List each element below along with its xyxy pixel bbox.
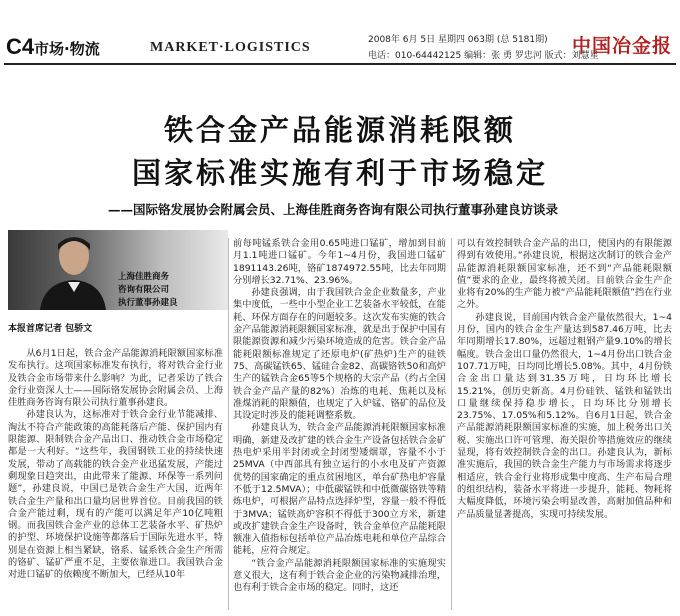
paragraph: 孙建良认为，铁合金产品能源消耗限额国家标准明确，新建及改扩建的铁合金生产设备包括铁合金矿热电炉采用半封闭或全封闭型矮烟罩，容量不小于25MVA（中西部具有独立运行的小水电及矿产资源优势的国家确定的重点贫困地区，单台矿热电炉容量不低于12.5MVA）；中低碳锰铁和中低微碳铬铁等精炼电炉，可根据产品特点选择炉型，容量一般不得低于3MVA；锰铁高炉容积不得低于300立方米，新建或改扩建铁合金生产设备时，铁合金单位产品能耗限额准入值指标包括单位产品冶炼电耗和单位产品综合能耗，应符合规定。 xyxy=(233,422,446,557)
issue-line: 2008年 6月 5日 星期四 063期 (总 5181期) xyxy=(368,35,548,45)
article-column-2 xyxy=(233,238,446,610)
article-column-1 xyxy=(8,348,223,610)
column-divider xyxy=(451,238,452,610)
photo-caption-line: 咨询有限公司 xyxy=(118,285,170,295)
section-title: 市场·物流 xyxy=(34,40,100,58)
staff-line: 电话：010-64442125 编辑：张 勇 罗忠河 版式：刘慧星 xyxy=(368,51,599,61)
header-rule xyxy=(4,63,676,65)
column-divider xyxy=(228,238,229,610)
person-silhouette-icon xyxy=(38,230,108,310)
page-number: C4 xyxy=(6,34,35,59)
byline: 本报首席记者 包骄文 xyxy=(8,324,93,334)
paragraph: “铁合金产品能源消耗限额国家标准的实施现实意义很大，这有利于铁合金企业的污染物减排治理，也有利于铁合金市场的稳定。同时，这还 xyxy=(233,557,446,594)
article-column-3 xyxy=(457,238,672,610)
headline-line-2: 国家标准实施有利于市场稳定 xyxy=(131,156,548,190)
paragraph: 孙建良说，目前国内铁合金产量依然很大，1~4月份，国内的铁合金生产量达到587.46万吨，比去年同期增长17.80%，远超过粗钢产量9.10%的增长幅度。铁合金出口量仍然很大，1~4月份出口铁合金107.71万吨，日均同比增长5.08%。其中，4月份铁合金出口量达到31.35万吨，日均环比增长15.21%，创历史新高。4月份硅铁、锰铁和锰铁出口量继续保持稳步增长，日均环比分别增长23.75%、17.05%和5.12%。自6月1日起，铁合金产品能源消耗限额国家标准的实施，加上税务出口关税、实施出口许可管理、海关限价等措施效应的继续显现，将有效控制铁合金的出口。孙建良认为，新标准实施后，我国的铁合金生产能力与市场需求将逐步相适应，铁合金行业将形成集中度高、生产布局合理的组织结构，装备水平将进一步提升，能耗、物耗将大幅度降低，环境污染会明显改善，高耐加值品种和产品质量显著提高，实现可持续发展。 xyxy=(457,311,672,520)
paragraph: 可以有效控制铁合金产品的出口，使国内的有限能源得到有效使用。”孙建良说，根据这次制订的铁合金产品能源消耗限额国家标准，还不到“产品能耗限额值”要求的企业，最终将被关闭。目前铁合金生产企业将有20%的生产能力被“产品能耗限额值”挡在行业之外。 xyxy=(457,238,672,311)
photo-caption xyxy=(118,271,178,310)
headline-line-1: 铁合金产品能源消耗限额 xyxy=(163,113,516,147)
photo-caption-line: 上海佳胜商务 xyxy=(118,272,170,282)
photo-caption-line: 执行董事孙建良 xyxy=(118,298,178,308)
section-title-en: MARKET·LOGISTICS xyxy=(150,40,311,55)
subheadline: ——国际铬发展协会附属会员、上海佳胜商务咨询有限公司执行董事孙建良访谈录 xyxy=(108,202,559,217)
paragraph: 从6月1日起，铁合金产品能源消耗限额国家标准发布执行。这项国家标准发布执行，将对铁合金行业及铁合金市场带来什么影响？为此，记者采访了铁合金行业资深人士——国际铬发展协会附属会员、上海佳胜商务咨询有限公司执行董事孙建良。 xyxy=(8,348,223,409)
paragraph: 孙建良强调，由于我国铁合金企业数量多，产业集中度低，一些中小型企业工艺装备水平较低，在能耗、环保方面存在的问题较多。这次发布实施的铁合金产品能源消耗限额国家标准，就是出于保护中国有限能源资源和减少污染环境造成的危害。铁合金产品能耗限额标准规定了还原电炉(矿热炉)生产的硅铁75、高碳锰铁65、锰硅合金82、高碳铬铁50和高炉生产的锰铁合金65等5个规格的大宗产品（约占全国铁合金产品产量的82%）冶炼的电耗、焦耗以及标准煤消耗的限额值，也规定了入炉锰、铬矿的品位及其设定时涉及的能耗调整系数。 xyxy=(233,287,446,422)
newspaper-masthead: 中国冶金报 xyxy=(572,35,673,57)
paragraph: 前每吨锰系铁合金用0.65吨进口锰矿，增加到目前月1.1吨进口锰矿。今年1~4月份，我国进口锰矿1891143.26吨，铬矿1874972.55吨，比去年同期分别增长32.71%、23.96%。 xyxy=(233,238,446,286)
paragraph: 孙建良认为，这标准对于铁合金行业节能减排、淘汰不符合产能政策的高能耗落后产能、保护国内有限能源、限制铁合金产品出口、推动铁合金市场稳定都是一大利好。“这些年，我国钢铁工业的持续快速发展，带动了高载能的铁合金产业迅猛发展，产能过剩现象日趋突出，由此带来了能源、环保等一系列问题”，孙建良说，中国已是铁合金生产大国，近两年铁合金生产量和出口量均居世界首位。目前我国的铁合金产能过剩，现有的产能可以满足年产10亿吨粗钢。而我国铁合金产业的总体工艺装备水平、矿热炉的护型、环境保护设施等都落后于国际先进水平，特别是在资源上相当紧缺，铬系、锰系铁合金生产所需的铬矿、锰矿严重不足，主要依靠进口。我国铁合金对进口锰矿的依赖度不断加大，已经从10年 xyxy=(8,409,223,581)
